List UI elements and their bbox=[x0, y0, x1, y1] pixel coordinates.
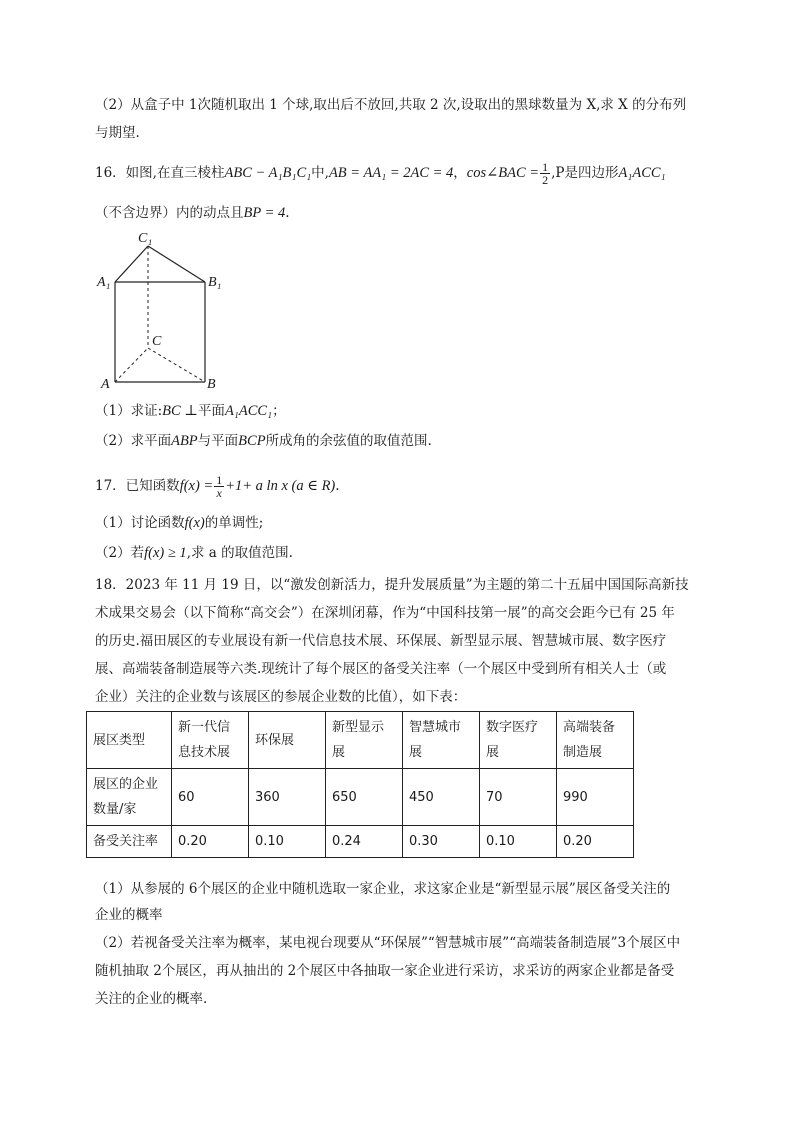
q16-eq1: AB = AA₁ = 2AC = 4 bbox=[328, 165, 454, 181]
q16-sep: ， bbox=[453, 165, 467, 181]
prism-figure bbox=[95, 224, 235, 394]
q17-part1 bbox=[95, 514, 263, 532]
q17-part1-end: 的单调性; bbox=[204, 515, 264, 531]
q16-cos-label: cos∠BAC = bbox=[466, 165, 540, 181]
q16-part2-end: 所成角的余弦值的取值范围. bbox=[265, 433, 432, 449]
table-cell: 0.10 bbox=[480, 826, 557, 858]
q17-part2-math: f(x) ≥ 1 bbox=[144, 545, 187, 561]
q17-f-pre: f(x) = bbox=[179, 478, 214, 494]
q17-frac-num: 1 bbox=[216, 473, 223, 487]
q17-stem bbox=[95, 474, 340, 499]
q16-part2 bbox=[95, 432, 432, 450]
q18-para-line: 企业）关注的企业数与该展区的参展企业数的比值），如下表： bbox=[95, 689, 467, 705]
q16-part2-mid: 与平面 bbox=[197, 433, 239, 449]
q17-part2-end: ,求 a 的取值范围. bbox=[186, 545, 293, 561]
table-row bbox=[87, 769, 634, 826]
q16-quad: A₁ACC₁ bbox=[618, 165, 666, 181]
table-cell: 0.20 bbox=[172, 826, 249, 858]
q15-part2-line1: （2）从盒子中 1次随机取出 1 个球,取出后不放回,共取 2 次,设取出的黑球数量为 X,求 X 的分布列 bbox=[95, 97, 687, 113]
q18-para-line: 术成果交易会（以下简称“高交会”）在深圳闭幕，作为“中国科技第一展”的高交会距今已有 25 年 bbox=[95, 605, 675, 621]
table-cell: 360 bbox=[249, 769, 326, 826]
label-b: B bbox=[207, 377, 216, 392]
table-cell: 450 bbox=[403, 769, 480, 826]
q16-part1 bbox=[95, 402, 286, 420]
table-header-cell: 环保展 bbox=[249, 712, 326, 769]
label-c1: C₁ bbox=[138, 231, 153, 246]
table-row-label: 展区的企业数量/家 bbox=[87, 769, 172, 826]
table-cell: 0.10 bbox=[249, 826, 326, 858]
edge-c1-b1 bbox=[148, 246, 205, 282]
q16-part1-math: BC ⊥ bbox=[162, 403, 198, 419]
table-header-cell: 新型显示展 bbox=[326, 712, 403, 769]
table-cell: 0.24 bbox=[326, 826, 403, 858]
table-row-label: 备受关注率 bbox=[87, 826, 172, 858]
q16-after: ,P是四边形 bbox=[551, 165, 619, 181]
table-header-cell: 智慧城市展 bbox=[403, 712, 480, 769]
q17-frac-den: x bbox=[216, 486, 222, 500]
q15-part2-line2: 与期望. bbox=[95, 125, 140, 141]
q17-intro: 17．已知函数 bbox=[95, 478, 180, 494]
label-c: C bbox=[152, 334, 162, 349]
q18-part2-line: 随机抽取 2个展区，再从抽出的 2个展区中各抽取一家企业进行采访，求采访的两家企业都是备受 bbox=[95, 963, 675, 979]
table-cell: 60 bbox=[172, 769, 249, 826]
q16-intro: 16．如图,在直三棱柱 bbox=[95, 165, 225, 181]
q17-end: . bbox=[335, 478, 340, 494]
label-a: A bbox=[101, 377, 110, 392]
q16-part2-pre: （2）求平面 bbox=[95, 433, 172, 449]
q16-mid: 中, bbox=[311, 165, 329, 181]
table-cell: 70 bbox=[480, 769, 557, 826]
q16-part1-mid: 平面 bbox=[197, 403, 225, 419]
q16-frac-den: 2 bbox=[542, 173, 549, 187]
q16-frac-num: 1 bbox=[542, 160, 549, 174]
edge-c-b-hidden bbox=[148, 348, 205, 382]
table-header-cell: 数字医疗展 bbox=[480, 712, 557, 769]
q16-part1-end: ； bbox=[272, 403, 286, 419]
q16-part1-plane: A₁ACC₁ bbox=[224, 403, 273, 419]
table-header-cell: 展区类型 bbox=[87, 712, 172, 769]
q18-para-line: 18．2023 年 11 月 19 日，以“激发创新活力，提升发展质量”为主题的第二十五届中国国际高新技 bbox=[95, 577, 689, 593]
q16-stem-line2 bbox=[95, 204, 290, 222]
table-row bbox=[87, 826, 634, 858]
q16-part2-p1: ABP bbox=[171, 433, 198, 449]
q17-part2-pre: （2）若 bbox=[95, 545, 145, 561]
q16-line2-end: . bbox=[285, 205, 290, 221]
table-cell: 650 bbox=[326, 769, 403, 826]
q18-part1-line: （1）从参展的 6个展区的企业中随机选取一家企业，求这家企业是“新型显示展”展区备受关注的 bbox=[95, 881, 671, 897]
exhibition-table bbox=[86, 711, 634, 858]
q16-line2-pre: （不含边界）内的动点且 bbox=[95, 205, 244, 221]
edge-a1-c1 bbox=[115, 246, 148, 282]
table-header-row bbox=[87, 712, 634, 769]
q18-part2-line: （2）若视备受关注率为概率，某电视台现要从“环保展”“智慧城市展”“高端装备制造展”3个展区中 bbox=[95, 935, 681, 951]
q18-para-line: 的历史.福田展区的专业展设有新一代信息技术展、环保展、新型显示展、智慧城市展、数字医疗 bbox=[95, 633, 667, 649]
q16-part2-p2: BCP bbox=[238, 433, 266, 449]
q17-part1-math: f(x) bbox=[184, 515, 205, 531]
table-header-cell: 高端装备制造展 bbox=[557, 712, 634, 769]
q16-part1-pre: （1）求证: bbox=[95, 403, 163, 419]
edge-a-c-hidden bbox=[115, 348, 148, 382]
q16-fraction bbox=[540, 161, 550, 186]
label-b1: B₁ bbox=[208, 275, 222, 290]
table-header-cell: 新一代信息技术展 bbox=[172, 712, 249, 769]
q17-part1-pre: （1）讨论函数 bbox=[95, 515, 185, 531]
q18-part2-line: 关注的企业的概率. bbox=[95, 991, 208, 1007]
q17-f-post: +1+ a ln x (a ∈ R) bbox=[225, 478, 336, 494]
label-a1: A₁ bbox=[97, 275, 111, 290]
table-cell: 0.20 bbox=[557, 826, 634, 858]
q16-stem-line1 bbox=[95, 161, 666, 186]
q16-bp: BP = 4 bbox=[243, 205, 286, 221]
q17-fraction bbox=[214, 474, 224, 499]
table-cell: 0.30 bbox=[403, 826, 480, 858]
q16-prism: ABC − A₁B₁C₁ bbox=[224, 165, 312, 181]
q18-part1-line: 企业的概率 bbox=[95, 907, 163, 923]
table-cell: 990 bbox=[557, 769, 634, 826]
q18-para-line: 展、高端装备制造展等六类.现统计了每个展区的备受关注率（一个展区中受到所有相关人士（或 bbox=[95, 661, 667, 677]
q17-part2 bbox=[95, 544, 293, 562]
